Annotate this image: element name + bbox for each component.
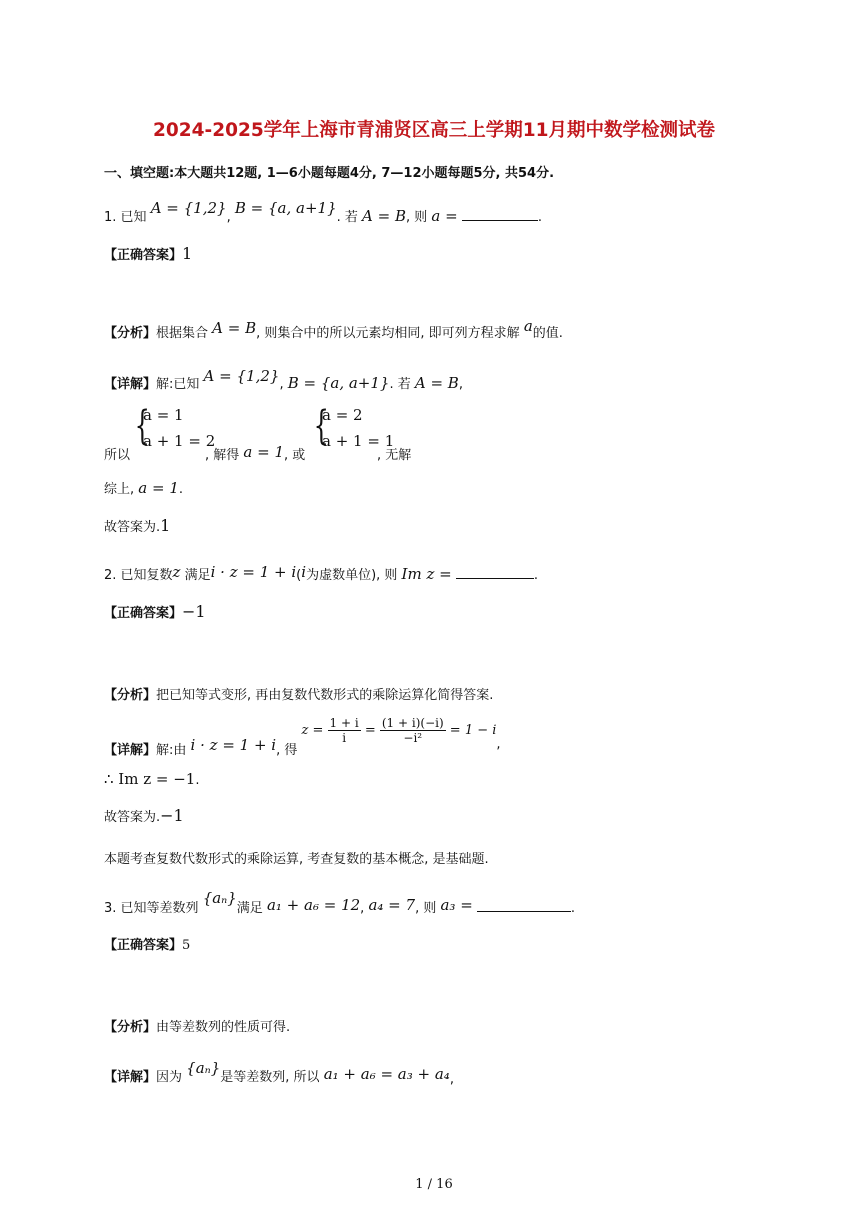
q2-paren-open: ( <box>296 568 302 583</box>
q2-remark: 本题考查复数代数形式的乘除运算, 考查复数的基本概念, 是基础题. <box>104 852 489 867</box>
q1-summary-end: . <box>178 482 184 497</box>
q1-analysis-label: 【分析】 <box>104 326 157 341</box>
q3-detail-end: , <box>449 1072 454 1087</box>
q3-eq-2: a₄ = 7 <box>368 896 416 914</box>
q1-analysis-pre: 根据集合 <box>156 326 209 341</box>
q1-analysis-mid: , 则集合中的所以元素均相同, 即可列方程求解 <box>256 326 520 341</box>
q1-so-label: 所以 <box>104 448 131 463</box>
q1-system-1 <box>133 403 216 464</box>
q3-answer-label: 【正确答案】 <box>104 938 183 953</box>
q1-answer-label: 【正确答案】 <box>104 248 183 263</box>
q2-ask: Im z = <box>401 565 452 583</box>
q1-detail-label: 【详解】 <box>104 377 157 392</box>
q3-answer: 5 <box>182 938 191 953</box>
q1-detail-comma: , <box>279 377 284 392</box>
q3-analysis <box>104 1016 290 1035</box>
q2-imag-unit: 为虚数单位), 则 <box>306 568 398 583</box>
q3-detail <box>104 1058 454 1087</box>
q2-z-eq: z = <box>301 723 324 738</box>
q1-solve-row <box>205 444 305 463</box>
q2-analysis-text: 把已知等式变形, 再由复数代数形式的乘除运算化简得答案. <box>156 688 494 703</box>
q1-summary-pre: 综上, <box>104 482 135 497</box>
brace-icon: { <box>313 403 329 449</box>
q2-eq-sign: = <box>364 723 376 738</box>
q1-set-a: A = {1,2} <box>150 199 227 217</box>
q3-number: 3. 已知等差数列 <box>104 901 199 916</box>
q1-detail-if: . 若 <box>389 377 411 392</box>
q2-detail <box>104 716 501 758</box>
q1-answer: 1 <box>182 244 193 263</box>
q1-system-2-line-2: a + 1 = 1 <box>322 432 395 450</box>
q1-detail-set-a: A = {1,2} <box>203 367 280 385</box>
q1-system-2-line-1: a = 2 <box>322 406 363 424</box>
q1-detail-set-b: B = {a, a+1} <box>287 374 390 392</box>
q1-system-1-line-2: a + 1 = 2 <box>143 432 216 450</box>
q3-eq-1: a₁ + a₆ = 12 <box>266 896 361 914</box>
q1-solution: a = 1 <box>243 443 284 461</box>
q2-answer-row <box>104 602 206 621</box>
q2-var-z: z <box>172 563 181 581</box>
q3-detail-mid: 是等差数列, 所以 <box>220 1070 320 1085</box>
q3-comma: , <box>360 901 365 916</box>
q3-answer-row <box>104 934 190 953</box>
q2-stem <box>104 564 538 583</box>
q2-answer-label: 【正确答案】 <box>104 606 183 621</box>
q2-satisfies: 满足 <box>184 568 211 583</box>
q3-detail-pre: 因为 <box>156 1070 183 1085</box>
q2-frac2-den: −i² <box>403 731 423 745</box>
q2-frac1-num: 1 + i <box>329 716 359 730</box>
q1-comma: , <box>226 210 231 225</box>
q2-analysis <box>104 684 493 703</box>
q1-final-answer: 1 <box>160 516 171 535</box>
q3-ask-pre: , 则 <box>415 901 437 916</box>
q1-number: 1. 已知 <box>104 210 147 225</box>
page-number: 1 / 16 <box>415 1177 453 1192</box>
q2-equation: i · z = 1 + i <box>210 563 297 581</box>
q1-final <box>104 516 170 535</box>
q1-detail <box>104 367 463 392</box>
q2-analysis-label: 【分析】 <box>104 688 157 703</box>
q1-analysis-post: 的值. <box>532 326 563 341</box>
brace-icon: { <box>134 403 150 449</box>
q1-no-solution: , 无解 <box>377 448 412 463</box>
q2-therefore <box>104 770 200 788</box>
q1-system-1-line-1: a = 1 <box>143 406 184 424</box>
q1-final-pre: 故答案为. <box>104 520 161 535</box>
q1-tail: . <box>537 210 542 225</box>
q2-var-i: i <box>301 563 307 581</box>
q2-detail-get: , 得 <box>276 743 298 758</box>
section-heading: 一、填空题:本大题共12题, 1—6小题每题4分, 7—12小题每题5分, 共54分. <box>104 166 555 181</box>
q2-therefore-eq: ∴ Im z = −1 <box>104 770 196 788</box>
q3-analysis-label: 【分析】 <box>104 1020 157 1035</box>
q1-analysis-var: a <box>523 317 533 335</box>
q2-frac1-den: i <box>342 731 347 745</box>
document-title: 2024-2025学年上海市青浦贤区高三上学期11月期中数学检测试卷 <box>153 120 715 141</box>
q2-answer: −1 <box>182 602 206 621</box>
q2-detail-label: 【详解】 <box>104 743 157 758</box>
q1-summary-eq: a = 1 <box>138 479 179 497</box>
q2-answer-blank[interactable] <box>456 577 534 579</box>
q1-detail-pre: 解:已知 <box>156 377 200 392</box>
q1-condition: A = B <box>362 207 406 225</box>
q3-answer-blank[interactable] <box>477 910 571 912</box>
q1-solve-label: , 解得 <box>205 448 240 463</box>
q2-final <box>104 806 184 825</box>
q3-ask: a₃ = <box>440 896 473 914</box>
q2-detail-eq: i · z = 1 + i <box>190 736 277 754</box>
q3-detail-label: 【详解】 <box>104 1070 157 1085</box>
q1-set-b: B = {a, a+1} <box>234 199 337 217</box>
q2-detail-end: , <box>496 737 501 752</box>
q1-or-label: , 或 <box>284 448 306 463</box>
q2-fraction-2 <box>380 716 446 745</box>
q1-answer-row <box>104 244 192 263</box>
q1-detail-end: , <box>458 377 463 392</box>
q2-number: 2. 已知复数 <box>104 568 173 583</box>
q1-ask-pre: , 则 <box>405 210 428 225</box>
q1-detail-cond: A = B <box>414 374 459 392</box>
q3-sequence: {aₙ} <box>202 889 237 907</box>
q1-analysis <box>104 317 563 341</box>
q3-satisfies: 满足 <box>236 901 263 916</box>
q2-fraction-1 <box>328 716 361 745</box>
q2-frac2-num: (1 + i)(−i) <box>381 716 444 730</box>
q2-final-pre: 故答案为. <box>104 810 161 825</box>
q1-answer-blank[interactable] <box>462 219 538 221</box>
q3-detail-sequence: {aₙ} <box>186 1059 221 1077</box>
q1-ask: a = <box>431 207 458 225</box>
q2-result: = 1 − i <box>449 723 497 738</box>
q3-detail-eq: a₁ + a₆ = a₃ + a₄ <box>323 1065 450 1083</box>
q1-summary <box>104 478 183 497</box>
q3-tail: . <box>570 901 576 916</box>
q3-analysis-text: 由等差数列的性质可得. <box>156 1020 291 1035</box>
q1-analysis-eq: A = B <box>212 319 257 337</box>
q3-stem <box>104 889 576 916</box>
q2-detail-pre: 解:由 <box>156 743 187 758</box>
q2-tail: . <box>533 568 538 583</box>
q1-cond-pre: . 若 <box>336 210 358 225</box>
q2-therefore-end: . <box>195 773 200 788</box>
q2-final-answer: −1 <box>160 806 184 825</box>
q1-stem <box>104 199 542 225</box>
